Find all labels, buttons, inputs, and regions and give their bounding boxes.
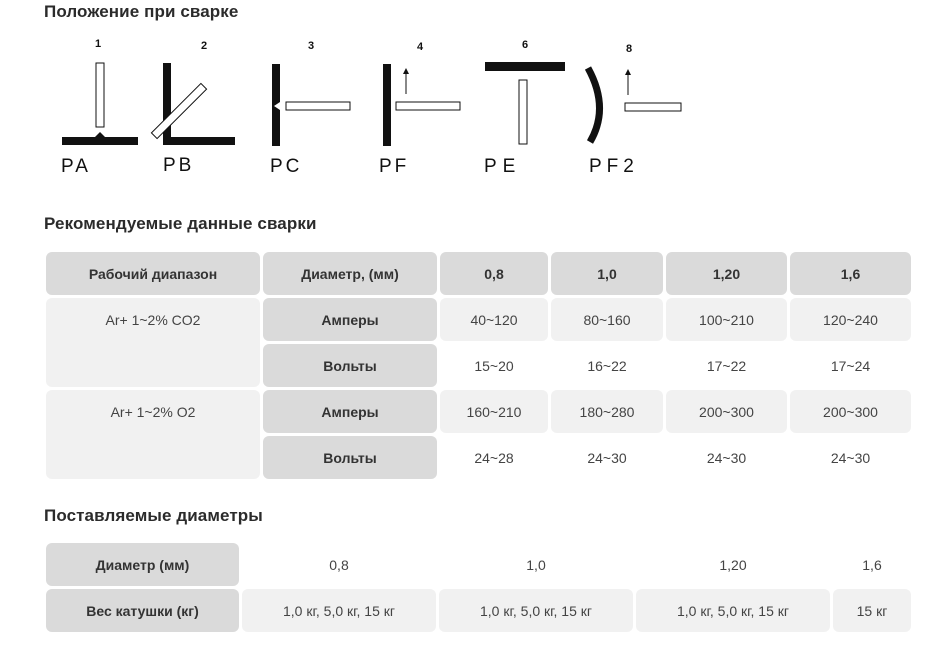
table-cell: 15~20: [440, 344, 548, 387]
position-pa-drawing: [62, 63, 138, 145]
position-pe-drawing: [485, 62, 565, 144]
position-code: PF: [379, 156, 410, 177]
table-cell: 1,0 кг, 5,0 кг, 15 кг: [242, 589, 436, 632]
position-pf-drawing: [383, 64, 460, 146]
position-code: PC: [270, 156, 303, 177]
table-cell: 200~300: [666, 390, 787, 433]
table-cell: 24~30: [790, 436, 911, 479]
position-code: PB: [163, 155, 195, 176]
table-header: 1,20: [666, 252, 787, 295]
position-number: 8: [626, 43, 633, 55]
table-cell: 0,8: [242, 543, 436, 586]
supplied-diameters-title: Поставляемые диаметры: [44, 506, 263, 525]
positions-title: Положение при сварке: [44, 2, 239, 21]
table-header: Диаметр, (мм): [263, 252, 437, 295]
param-label: Вольты: [263, 436, 437, 479]
table-cell: 1,20: [636, 543, 830, 586]
table-header: 1,6: [790, 252, 911, 295]
param-label: Амперы: [263, 390, 437, 433]
position-number: 1: [95, 38, 102, 50]
table-cell: 40~120: [440, 298, 548, 341]
position-number: 4: [417, 41, 424, 53]
position-number: 2: [201, 40, 208, 52]
table-cell: 120~240: [790, 298, 911, 341]
recommended-data-title: Рекомендуемые данные сварки: [44, 214, 317, 233]
table-cell: 200~300: [790, 390, 911, 433]
table-cell: 1,0: [439, 543, 633, 586]
table-cell: 24~30: [551, 436, 663, 479]
position-number: 6: [522, 39, 529, 51]
position-code: PA: [61, 156, 91, 177]
table-header: Рабочий диапазон: [46, 252, 260, 295]
table-cell: 17~22: [666, 344, 787, 387]
table-cell: 24~28: [440, 436, 548, 479]
table-cell: 1,0 кг, 5,0 кг, 15 кг: [439, 589, 633, 632]
weight-label: Вес катушки (кг): [46, 589, 239, 632]
table-cell: 1,6: [833, 543, 911, 586]
table-header: 0,8: [440, 252, 548, 295]
table-cell: 80~160: [551, 298, 663, 341]
table-cell: 1,0 кг, 5,0 кг, 15 кг: [636, 589, 830, 632]
table-cell: 24~30: [666, 436, 787, 479]
table-cell: 180~280: [551, 390, 663, 433]
table-cell: 100~210: [666, 298, 787, 341]
gas-mixture-cell: Ar+ 1~2% CO2: [46, 298, 260, 387]
table-cell: 17~24: [790, 344, 911, 387]
position-pc-drawing: [272, 64, 350, 146]
table-header: 1,0: [551, 252, 663, 295]
table-cell: 15 кг: [833, 589, 911, 632]
table-cell: 160~210: [440, 390, 548, 433]
welding-positions-diagram: [40, 36, 700, 186]
gas-mixture-cell: Ar+ 1~2% O2: [46, 390, 260, 479]
position-code: PE: [484, 156, 522, 177]
diameter-label: Диаметр (мм): [46, 543, 239, 586]
position-number: 3: [308, 40, 315, 52]
param-label: Вольты: [263, 344, 437, 387]
param-label: Амперы: [263, 298, 437, 341]
position-pf2-drawing: [588, 68, 681, 142]
position-code: PF2: [589, 156, 639, 177]
position-pb-drawing: [151, 63, 235, 145]
table-cell: 16~22: [551, 344, 663, 387]
